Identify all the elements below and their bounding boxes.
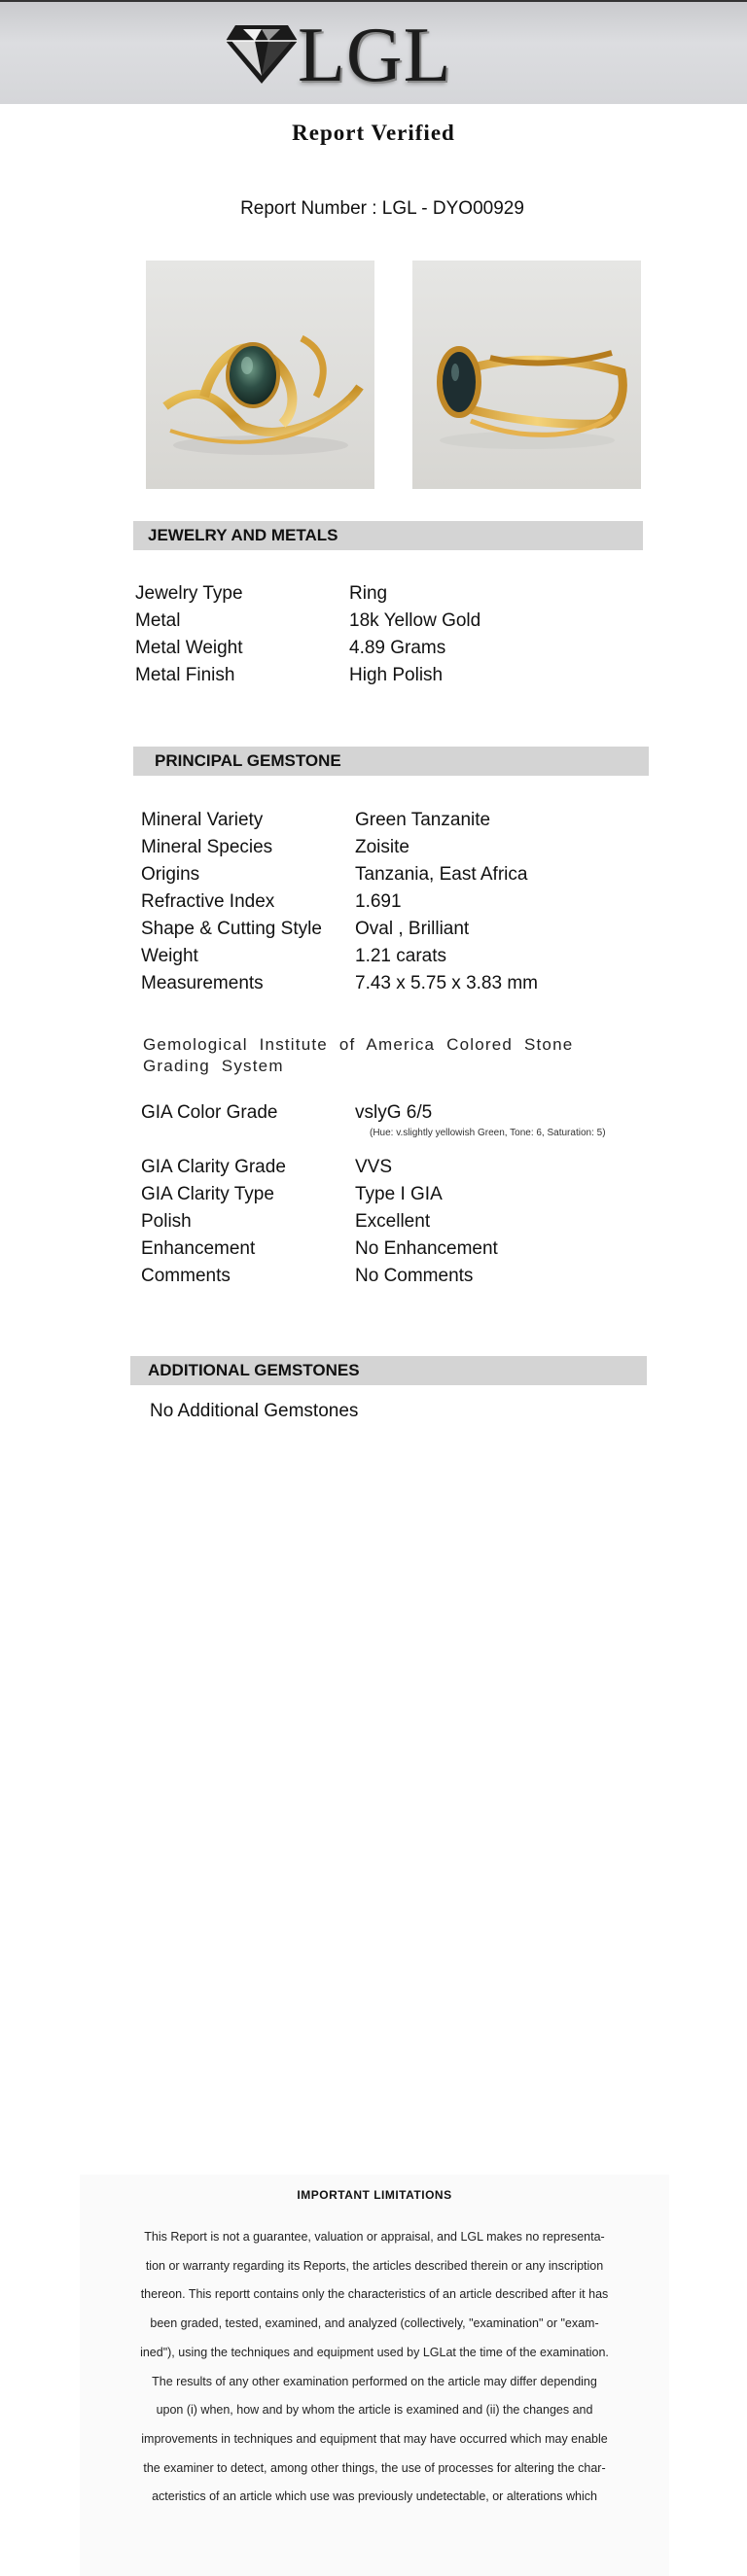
- row-label: Origins: [141, 864, 200, 885]
- row-label: Measurements: [141, 973, 264, 993]
- row-value: Zoisite: [355, 837, 409, 857]
- ring-photo-side: [412, 261, 641, 489]
- row-value: High Polish: [349, 665, 444, 685]
- row-value: 4.89 Grams: [349, 638, 446, 658]
- row-value: No Enhancement: [355, 1238, 498, 1259]
- row-value: Oval , Brilliant: [355, 919, 470, 939]
- limitations-line: thereon. This reportt contains only the characteristics of an article described after it has: [140, 2287, 609, 2302]
- page-title: Report Verified: [292, 121, 455, 145]
- row-label: GIA Color Grade: [141, 1102, 278, 1123]
- limitations-line: improvements in techniques and equipment that may have occurred which may enable: [141, 2431, 608, 2446]
- diamond-icon: [226, 21, 298, 86]
- limitations-line: the examiner to detect, among other things, the use of processes for altering the char-: [143, 2460, 606, 2475]
- limitations-line: acteristics of an article which use was previously undetectable, or alterations which: [152, 2489, 597, 2504]
- limitations-line: The results of any other examination performed on the article may differ depending: [152, 2374, 597, 2388]
- section-header-principal: PRINCIPAL GEMSTONE: [133, 747, 649, 776]
- limitations-line: tion or warranty regarding its Reports, the articles described therein or any inscription: [145, 2258, 604, 2273]
- row-label: Refractive Index: [141, 891, 275, 912]
- row-value: vslyG 6/5: [355, 1102, 433, 1123]
- row-value: Tanzania, East Africa: [355, 864, 528, 885]
- row-value: Ring: [349, 583, 388, 604]
- row-label: GIA Clarity Grade: [141, 1157, 286, 1177]
- row-label: Shape & Cutting Style: [141, 919, 322, 939]
- gia-grading-system-title: Gemological Institute of America Colored Stone Grading System: [143, 1035, 574, 1075]
- row-label: Metal Finish: [135, 665, 235, 685]
- limitations-line: This Report is not a guarantee, valuation or appraisal, and LGL makes no representa-: [144, 2230, 605, 2244]
- lgl-logo: [226, 13, 479, 98]
- row-label: GIA Clarity Type: [141, 1184, 274, 1204]
- row-value: 18k Yellow Gold: [349, 610, 481, 631]
- limitations-line: upon (i) when, how and by whom the article is examined and (ii) the changes and: [156, 2403, 593, 2418]
- row-label: Weight: [141, 946, 198, 966]
- row-label: Metal: [135, 610, 181, 631]
- row-value: Excellent: [355, 1211, 431, 1232]
- row-value: 7.43 x 5.75 x 3.83 mm: [355, 973, 538, 993]
- additional-gemstones-text: No Additional Gemstones: [150, 1401, 359, 1421]
- row-value: No Comments: [355, 1266, 474, 1286]
- report-number: Report Number : LGL - DYO00929: [240, 198, 524, 219]
- limitations-line: ined"), using the techniques and equipment used by LGLat the time of the examination.: [140, 2345, 609, 2359]
- row-label: Mineral Species: [141, 837, 273, 857]
- row-value: Green Tanzanite: [355, 810, 491, 830]
- row-value: Type I GIA: [355, 1184, 443, 1204]
- header-banner: [0, 0, 747, 104]
- row-label: Jewelry Type: [135, 583, 243, 604]
- row-label: Metal Weight: [135, 638, 243, 658]
- row-value: VVS: [355, 1157, 393, 1177]
- important-limitations-panel: [80, 2175, 669, 2576]
- row-label: Comments: [141, 1266, 231, 1286]
- limitations-heading: IMPORTANT LIMITATIONS: [297, 2188, 452, 2202]
- row-value: 1.691: [355, 891, 402, 912]
- row-label: Mineral Variety: [141, 810, 264, 830]
- logo-text: LGL: [298, 13, 452, 98]
- section-header-additional: ADDITIONAL GEMSTONES: [130, 1356, 647, 1385]
- section-header-jewelry: JEWELRY AND METALS: [133, 521, 643, 550]
- ring-photo-front: [146, 261, 374, 489]
- hue-note: (Hue: v.slightly yellowish Green, Tone: 6, Saturation: 5): [370, 1128, 606, 1138]
- row-label: Polish: [141, 1211, 192, 1232]
- limitations-line: been graded, tested, examined, and analyzed (collectively, "examination" or "exam-: [150, 2316, 599, 2331]
- row-value: 1.21 carats: [355, 946, 446, 966]
- row-label: Enhancement: [141, 1238, 256, 1259]
- limitations-text: [107, 2223, 642, 2512]
